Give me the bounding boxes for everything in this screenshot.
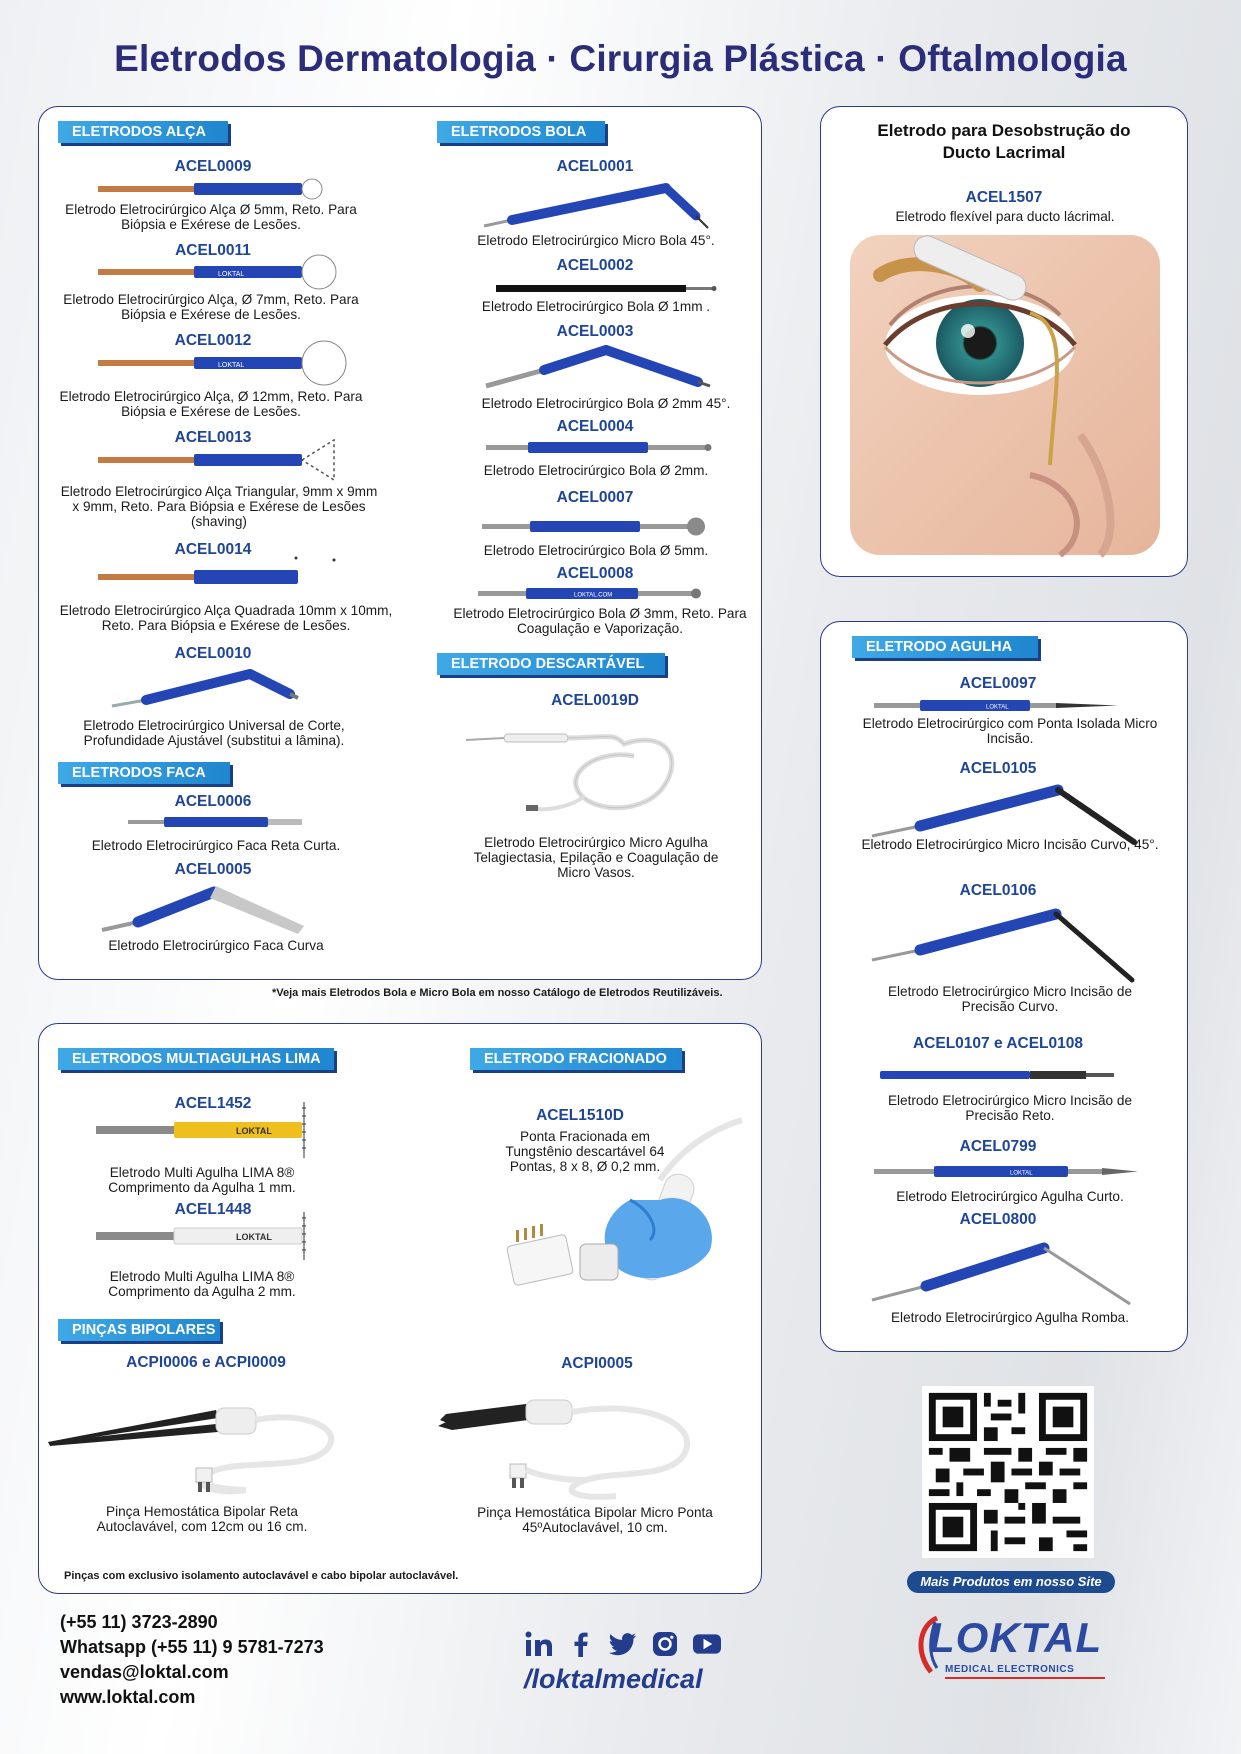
note-pincas: Pinças com exclusivo isolamento autoclavável e cabo bipolar autoclavável. — [64, 1570, 459, 1582]
code-acel0097: ACEL0097 — [959, 675, 1037, 692]
tag-eletrodos-faca: ELETRODOS FACA — [58, 762, 230, 784]
code-acel0003: ACEL0003 — [556, 323, 634, 340]
code-acel0009: ACEL0009 — [174, 158, 252, 175]
tag-pincas-bipolares: PINÇAS BIPOLARES — [58, 1319, 220, 1341]
desc-acel0002: Eletrodo Eletrocirúrgico Bola Ø 1mm . — [481, 299, 711, 314]
code-acel1448: ACEL1448 — [174, 1201, 252, 1218]
desc-acel0013: Eletrodo Eletrocirúrgico Alça Triangular, 9mm x 9mm x 9mm, Reto. Para Biópsia e Exérese de Lesões (shaving) — [60, 484, 378, 529]
desc-acel0097: Eletrodo Eletrocirúrgico com Ponta Isolada Micro Incisão. — [862, 716, 1158, 746]
desc-acel0012: Eletrodo Eletrocirúrgico Alça, Ø 12mm, Reto. Para Biópsia e Exérese de Lesões. — [59, 389, 363, 419]
desc-acel0001: Eletrodo Eletrocirúrgico Micro Bola 45°. — [477, 233, 715, 248]
desc-acel1452: Eletrodo Multi Agulha LIMA 8® Comprimento da Agulha 1 mm. — [108, 1165, 296, 1195]
desc-acel0019d: Eletrodo Eletrocirúrgico Micro Agulha Telagiectasia, Epilação e Coagulação de Micro Vasos. — [473, 835, 719, 880]
electrode-image-isolated-micro-incision — [874, 698, 1124, 714]
facebook-icon[interactable] — [567, 1630, 595, 1658]
tag-eletrodos-bola: ELETRODOS BOLA — [437, 121, 605, 143]
electrode-image-precision-straight — [880, 1068, 1130, 1082]
electrode-handle-label: LOKTAL — [218, 271, 245, 278]
code-acel0106: ACEL0106 — [959, 882, 1037, 899]
contact-site[interactable]: www.loktal.com — [60, 1687, 196, 1707]
code-acpi0005: ACPI0005 — [561, 1355, 633, 1372]
electrode-image-lima-1mm — [96, 1102, 316, 1160]
code-acel0107-0108: ACEL0107 e ACEL0108 — [912, 1035, 1083, 1052]
electrode-image-square-loop — [98, 556, 348, 592]
desc-acel0799: Eletrodo Eletrocirúrgico Agulha Curto. — [896, 1189, 1124, 1204]
code-acel0002: ACEL0002 — [556, 257, 634, 274]
code-acel0001: ACEL0001 — [556, 158, 634, 175]
tag-eletrodo-descartavel: ELETRODO DESCARTÁVEL — [437, 653, 665, 675]
electrode-image-ball-2mm-45 — [484, 342, 714, 394]
electrode-image-loop-5mm — [98, 176, 328, 202]
code-acel0010: ACEL0010 — [174, 645, 252, 662]
electrode-image-triangle-loop — [98, 436, 338, 486]
logo-tagline: MEDICAL ELECTRONICS — [945, 1664, 1075, 1675]
desc-acpi0006-0009: Pinça Hemostática Bipolar Reta Autoclavável, com 12cm ou 16 cm. — [96, 1504, 308, 1534]
loktal-logo — [915, 1612, 1105, 1688]
ducto-title: Eletrodo para Desobstrução do Ducto Lacrimal — [877, 121, 1131, 162]
code-acel0005: ACEL0005 — [174, 861, 252, 878]
desc-acel1448: Eletrodo Multi Agulha LIMA 8® Comprimento da Agulha 2 mm. — [108, 1269, 296, 1299]
desc-acel0014: Eletrodo Eletrocirúrgico Alça Quadrada 10mm x 10mm, Reto. Para Biópsia e Exérese de Lesões. — [59, 603, 393, 633]
desc-acel0010: Eletrodo Eletrocirúrgico Universal de Corte, Profundidade Ajustável (substitui a lâmina). — [83, 718, 345, 748]
code-acel0008: ACEL0008 — [556, 565, 634, 582]
desc-acel1510d: Ponta Fracionada em Tungstênio descartável 64 Pontas, 8 x 8, Ø 0,2 mm. — [505, 1129, 665, 1174]
electrode-image-loop-7mm — [98, 255, 348, 289]
bipolar-forceps-straight-illustration — [46, 1390, 346, 1500]
desc-acel0009: Eletrodo Eletrocirúrgico Alça Ø 5mm, Reto. Para Biópsia e Exérese de Lesões. — [65, 202, 357, 232]
desc-acel0003: Eletrodo Eletrocirúrgico Bola Ø 2mm 45°. — [481, 396, 731, 411]
electrode-image-disposable-micro-needle — [464, 726, 684, 818]
desc-acpi0005: Pinça Hemostática Bipolar Micro Ponta 45ºAutoclavável, 10 cm. — [477, 1505, 713, 1535]
code-acel0004: ACEL0004 — [556, 418, 634, 435]
code-acel1507: ACEL1507 — [965, 189, 1043, 206]
bipolar-forceps-micro-45-illustration — [436, 1390, 736, 1500]
electrode-image-curved-knife — [98, 882, 308, 938]
desc-acel0005: Eletrodo Eletrocirúrgico Faca Curva — [108, 938, 324, 953]
electrode-handle-label: LOKTAL — [986, 704, 1009, 711]
tag-eletrodos-alca: ELETRODOS ALÇA — [58, 121, 228, 143]
electrode-image-needle-blunt — [870, 1234, 1140, 1306]
desc-acel1507: Eletrodo flexível para ducto lácrimal. — [895, 209, 1115, 224]
desc-acel0107-0108: Eletrodo Eletrocirúrgico Micro Incisão de Precisão Reto. — [887, 1093, 1133, 1123]
code-acel0011: ACEL0011 — [175, 242, 251, 259]
electrode-image-universal-cut — [110, 668, 310, 712]
instagram-icon[interactable] — [651, 1630, 679, 1658]
code-acel0019d: ACEL0019D — [551, 692, 639, 709]
code-acel0800: ACEL0800 — [959, 1211, 1037, 1228]
contact-block — [60, 1610, 324, 1710]
desc-acel0800: Eletrodo Eletrocirúrgico Agulha Romba. — [890, 1310, 1130, 1325]
page-title: Eletrodos Dermatologia · Cirurgia Plástica · Oftalmologia — [114, 38, 1127, 79]
fractional-electrode-illustration — [510, 1120, 760, 1310]
contact-email[interactable]: vendas@loktal.com — [60, 1662, 229, 1682]
electrode-image-ball-5mm — [482, 516, 712, 538]
contact-whatsapp[interactable]: Whatsapp (+55 11) 9 5781-7273 — [60, 1637, 324, 1657]
code-acel1452: ACEL1452 — [174, 1095, 252, 1112]
youtube-icon[interactable] — [693, 1630, 721, 1658]
electrode-handle-label: LOKTAL — [218, 362, 245, 369]
electrode-image-lima-2mm — [96, 1212, 316, 1262]
electrode-handle-label: LOKTAL — [236, 1232, 272, 1242]
code-acel0007: ACEL0007 — [556, 489, 634, 506]
electrode-image-ball-2mm — [486, 440, 716, 456]
code-acel0799: ACEL0799 — [959, 1138, 1037, 1155]
tag-multiagulhas-lima: ELETRODOS MULTIAGULHAS LIMA — [58, 1048, 334, 1070]
contact-phone[interactable]: (+55 11) 3723-2890 — [60, 1612, 218, 1632]
code-acel0014: ACEL0014 — [174, 541, 252, 558]
code-acel0006: ACEL0006 — [174, 793, 252, 810]
electrode-image-micro-ball-45 — [482, 182, 712, 232]
desc-acel0106: Eletrodo Eletrocirúrgico Micro Incisão de Precisão Curvo. — [887, 984, 1133, 1014]
electrode-handle-label-url: LOKTAL.COM — [574, 592, 613, 599]
electrode-image-ball-3mm — [478, 584, 708, 604]
electrode-handle-label: LOKTAL — [236, 1126, 272, 1136]
note-bola: *Veja mais Eletrodos Bola e Micro Bola em nosso Catálogo de Eletrodos Reutilizáveis. — [272, 987, 723, 999]
code-acel1510d: ACEL1510D — [536, 1107, 624, 1124]
electrode-image-micro-incision-45 — [870, 780, 1140, 842]
code-acel0013: ACEL0013 — [174, 429, 252, 446]
eye-tear-duct-illustration — [850, 235, 1160, 555]
code-acpi0006-0009: ACPI0006 e ACPI0009 — [126, 1354, 286, 1371]
desc-acel0007: Eletrodo Eletrocirúrgico Bola Ø 5mm. — [483, 543, 709, 558]
electrode-handle-label: LOKTAL — [1010, 1170, 1033, 1177]
desc-acel0006: Eletrodo Eletrocirúrgico Faca Reta Curta. — [91, 838, 341, 853]
site-button[interactable]: Mais Produtos em nosso Site — [907, 1571, 1115, 1593]
logo-name: LOKTAL — [929, 1614, 1103, 1661]
electrode-image-precision-curved — [870, 902, 1140, 982]
desc-acel0011: Eletrodo Eletrocirúrgico Alça, Ø 7mm, Reto. Para Biópsia e Exérese de Lesões. — [63, 292, 359, 322]
desc-acel0105: Eletrodo Eletrocirúrgico Micro Incisão Curvo, 45°. — [861, 837, 1159, 852]
tag-eletrodo-agulha: ELETRODO AGULHA — [852, 636, 1038, 658]
code-acel0105: ACEL0105 — [959, 760, 1037, 777]
electrode-image-loop-12mm — [98, 340, 358, 384]
social-handle[interactable]: /loktalmedical — [524, 1664, 703, 1694]
linkedin-icon[interactable] — [525, 1630, 553, 1658]
social-icons — [525, 1630, 721, 1658]
qr-code[interactable] — [922, 1386, 1094, 1558]
desc-acel0004: Eletrodo Eletrocirúrgico Bola Ø 2mm. — [483, 463, 709, 478]
electrode-image-straight-knife — [128, 814, 308, 830]
code-acel0012: ACEL0012 — [174, 332, 252, 349]
desc-acel0008: Eletrodo Eletrocirúrgico Bola Ø 3mm, Reto. Para Coagulação e Vaporização. — [453, 606, 747, 636]
electrode-image-needle-short — [874, 1164, 1144, 1180]
tag-eletrodo-fracionado: ELETRODO FRACIONADO — [470, 1048, 682, 1070]
electrode-image-ball-1mm — [496, 282, 726, 294]
twitter-icon[interactable] — [609, 1630, 637, 1658]
